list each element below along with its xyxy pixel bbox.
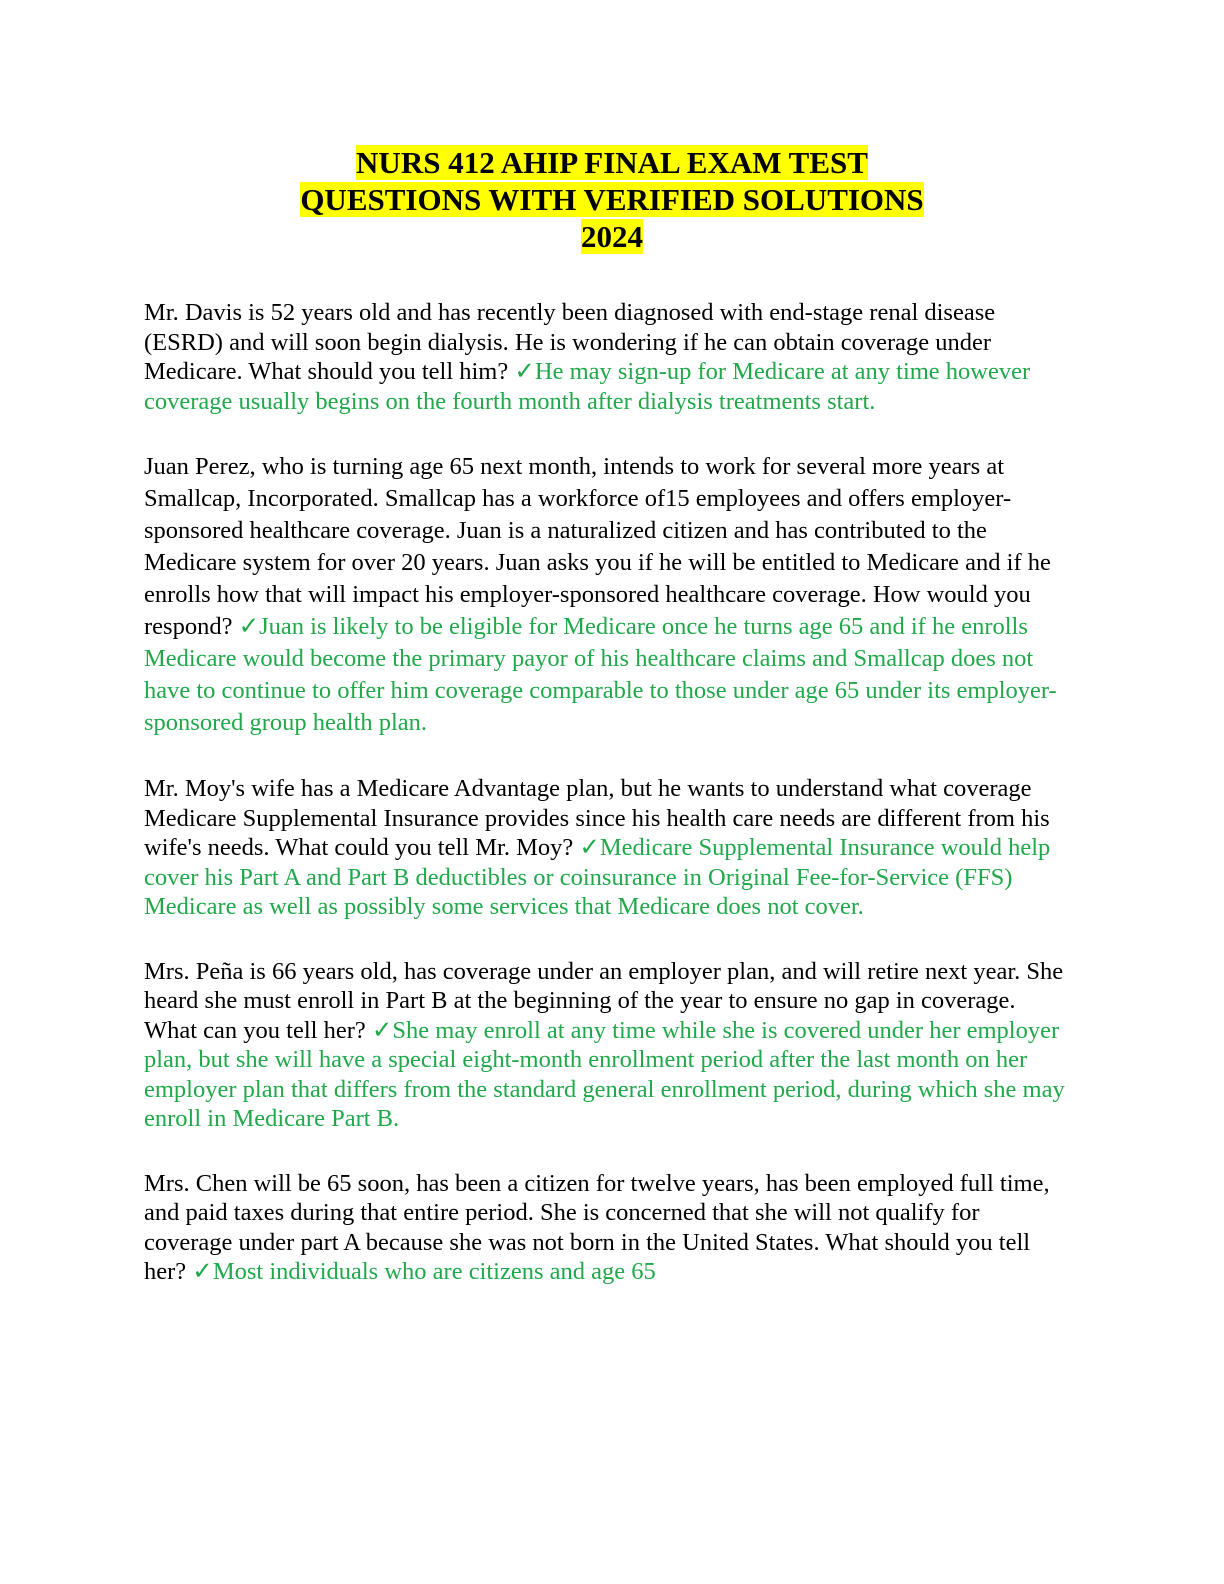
title-line-1: NURS 412 AHIP FINAL EXAM TEST — [356, 145, 868, 180]
question-text: Mr. Moy's wife has a Medicare Advantage plan, but he wants to understand what coverage Medicare Supplemental Insurance provides since his health care needs are different from his wife's needs. What could you tell Mr. Moy? — [144, 775, 1050, 861]
qa-list — [144, 298, 1074, 1322]
answer-text: ✓She may enroll at any time while she is covered under her employer plan, but she will have a special eight-month enrollment period after the last month on her employer plan that differs from the standard general enrollment period, during which she may enroll in Medicare Part B. — [144, 1016, 1065, 1132]
question-text: Mrs. Peña is 66 years old, has coverage under an employer plan, and will retire next year. She heard she must enroll in Part B at the beginning of the year to ensure no gap in coverage. What can you tell her? — [144, 957, 1064, 1044]
qa-item — [144, 957, 1074, 1134]
qa-item — [144, 1169, 1074, 1287]
question-text: Juan Perez, who is turning age 65 next month, intends to work for several more years at Smallcap, Incorporated. Smallcap has a workforce of15 employees and offers employer-sponsored healthcare coverage. Juan is a naturalized citizen and has contributed to the Medicare system for over 20 years. Juan asks you if he will be entitled to Medicare and if he enrolls how that will impact his employer-sponsored healthcare coverage. How would you respond? — [144, 453, 1051, 640]
qa-item — [144, 298, 1074, 416]
answer-text: ✓Most individuals who are citizens and age 65 — [192, 1258, 656, 1285]
qa-item — [144, 774, 1074, 922]
question-text: Mr. Davis is 52 years old and has recently been diagnosed with end-stage renal disease (ESRD) and will soon begin dialysis. He is wondering if he can obtain coverage under Medicare. What should you tell him? — [144, 299, 996, 385]
answer-text: ✓Juan is likely to be eligible for Medicare once he turns age 65 and if he enrolls Medicare would become the primary payor of his healthcare claims and Smallcap does not have to continue to offer him coverage comparable to those under age 65 under its employer-sponsored group health plan. — [144, 613, 1057, 736]
document-title — [0, 144, 1224, 255]
answer-text: ✓Medicare Supplemental Insurance would help cover his Part A and Part B deductibles or coinsurance in Original Fee-for-Service (FFS) Medicare as well as possibly some services that Medicare does not cover. — [144, 834, 1051, 920]
question-text: Mrs. Chen will be 65 soon, has been a citizen for twelve years, has been employed full time, and paid taxes during that entire period. She is concerned that she will not qualify for coverage under part A because she was not born in the United States. What should you tell her? — [144, 1169, 1050, 1285]
answer-text: ✓He may sign-up for Medicare at any time however coverage usually begins on the fourth month after dialysis treatments start. — [144, 358, 1031, 415]
title-line-3: 2024 — [581, 219, 643, 254]
qa-item — [144, 451, 1074, 739]
title-line-2: QUESTIONS WITH VERIFIED SOLUTIONS — [300, 182, 924, 217]
